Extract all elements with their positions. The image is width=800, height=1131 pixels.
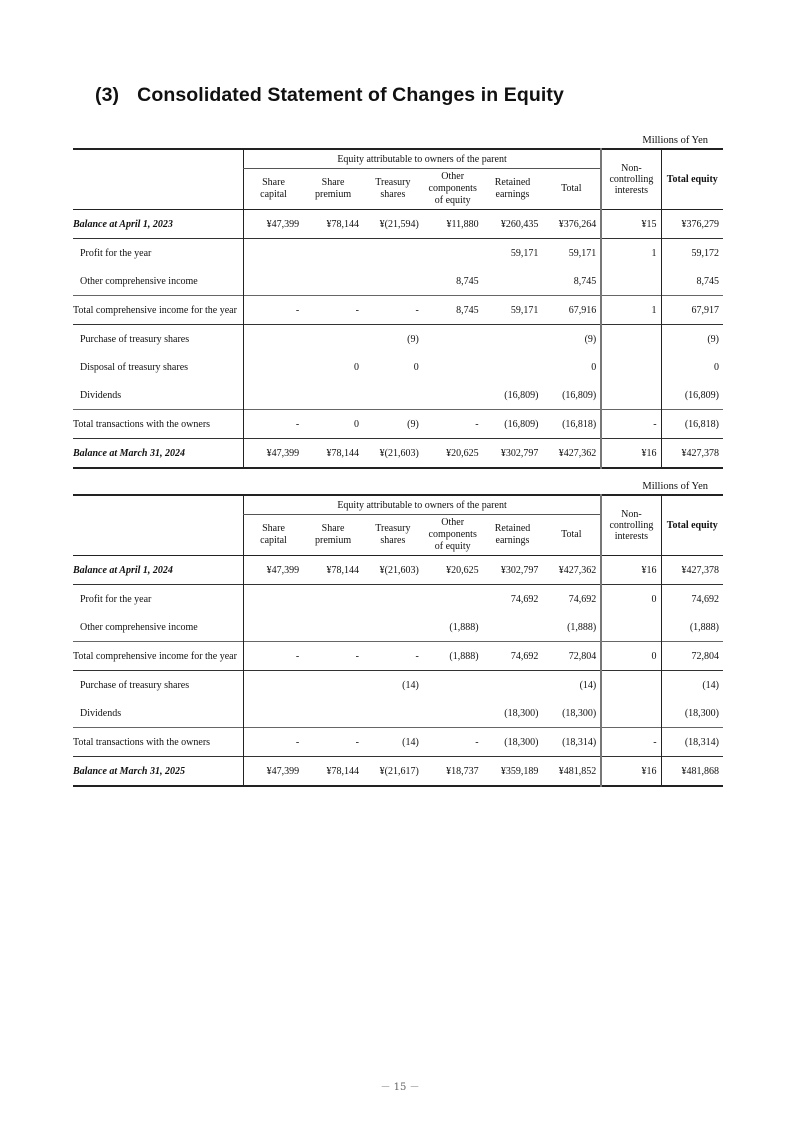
table-row: Purchase of treasury shares (14) (14) (14) bbox=[73, 671, 723, 700]
table-row: Dividends (18,300) (18,300) (18,300) bbox=[73, 699, 723, 728]
row-label-header bbox=[73, 149, 243, 169]
table-row: Dividends (16,809) (16,809) (16,809) bbox=[73, 381, 723, 410]
col-header-total-equity: Total equity bbox=[661, 495, 723, 556]
col-header-nci: Non- controlling interests bbox=[601, 149, 661, 210]
blank-header-cell bbox=[73, 169, 243, 210]
col-header-nci: Non- controlling interests bbox=[601, 495, 661, 556]
table-row: Balance at April 1, 2023 ¥47,399 ¥78,144 ¥(21,594) ¥11,880 ¥260,435 ¥376,264 ¥15 ¥376,279 bbox=[73, 210, 723, 239]
title-text: Consolidated Statement of Changes in Equity bbox=[137, 84, 564, 106]
equity-table-fy2024 bbox=[73, 494, 723, 787]
section-number: (3) bbox=[95, 84, 120, 106]
row-label-header bbox=[73, 495, 243, 515]
col-header-retained-earnings: Retained earnings bbox=[483, 169, 543, 210]
col-header-share-capital: Share capital bbox=[243, 169, 303, 210]
page-number: － 15 － bbox=[380, 1082, 420, 1093]
table-row: Purchase of treasury shares (9) (9) (9) bbox=[73, 325, 723, 354]
table-row: Total transactions with the owners - - (14) - (18,300) (18,314) - (18,314) bbox=[73, 728, 723, 757]
col-header-treasury-shares: Treasury shares bbox=[363, 169, 423, 210]
table-row: Balance at March 31, 2025 ¥47,399 ¥78,144 ¥(21,617) ¥18,737 ¥359,189 ¥481,852 ¥16 ¥481,868 bbox=[73, 757, 723, 787]
table-row: Total comprehensive income for the year - - - (1,888) 74,692 72,804 0 72,804 bbox=[73, 642, 723, 671]
col-header-total-equity: Total equity bbox=[661, 149, 723, 210]
col-header-treasury-shares: Treasury shares bbox=[363, 515, 423, 556]
group-header: Equity attributable to owners of the parent bbox=[243, 149, 601, 169]
col-header-share-capital: Share capital bbox=[243, 515, 303, 556]
table-row: Other comprehensive income 8,745 8,745 8,745 bbox=[73, 267, 723, 296]
table-row: Disposal of treasury shares 0 0 0 0 bbox=[73, 353, 723, 381]
table-row: Balance at March 31, 2024 ¥47,399 ¥78,144 ¥(21,603) ¥20,625 ¥302,797 ¥427,362 ¥16 ¥427,378 bbox=[73, 439, 723, 469]
table-row: Total transactions with the owners - 0 (9) - (16,809) (16,818) - (16,818) bbox=[73, 410, 723, 439]
table-row: Other comprehensive income (1,888) (1,888) (1,888) bbox=[73, 613, 723, 642]
col-header-other-components: Other components of equity bbox=[423, 169, 483, 210]
table-row: Total comprehensive income for the year - - - 8,745 59,171 67,916 1 67,917 bbox=[73, 296, 723, 325]
col-header-other-components: Other components of equity bbox=[423, 515, 483, 556]
table-row: Profit for the year 74,692 74,692 0 74,692 bbox=[73, 585, 723, 614]
table-row: Profit for the year 59,171 59,171 1 59,172 bbox=[73, 239, 723, 268]
group-header: Equity attributable to owners of the parent bbox=[243, 495, 601, 515]
col-header-share-premium: Share premium bbox=[303, 169, 363, 210]
col-header-total: Total bbox=[542, 169, 601, 210]
blank-header-cell bbox=[73, 515, 243, 556]
unit-label-fy2024: Millions of Yen bbox=[642, 481, 708, 492]
col-header-share-premium: Share premium bbox=[303, 515, 363, 556]
page-title bbox=[95, 84, 564, 107]
col-header-total: Total bbox=[542, 515, 601, 556]
table-row: Balance at April 1, 2024 ¥47,399 ¥78,144 ¥(21,603) ¥20,625 ¥302,797 ¥427,362 ¥16 ¥427,378 bbox=[73, 556, 723, 585]
equity-table-fy2023 bbox=[73, 148, 723, 469]
col-header-retained-earnings: Retained earnings bbox=[483, 515, 543, 556]
unit-label-fy2023: Millions of Yen bbox=[642, 135, 708, 146]
